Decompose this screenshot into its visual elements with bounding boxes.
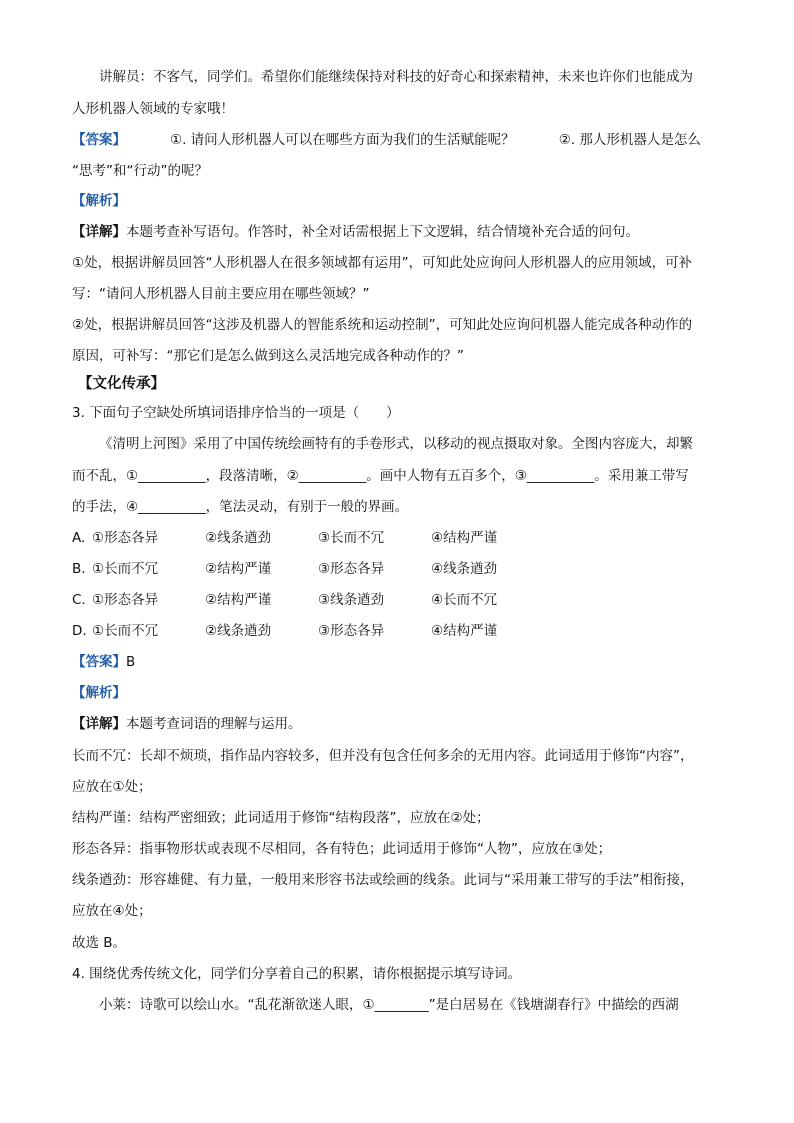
option-a (72, 528, 732, 548)
detail-text: 本题考查补写语句。作答时，补全对话需根据上下文逻辑，结合情境补充合适的问句。 (126, 224, 639, 240)
explanation-line: ②处，根据讲解员回答“这涉及机器人的智能系统和运动控制”，可知此处应询问机器人能完成各种动作的 (72, 317, 693, 333)
explanation-line: 长而不冗：长却不烦琐，指作品内容较多，但并没有包含任何多余的无用内容。此词适用于修饰“内容”， (72, 748, 694, 764)
option-d (72, 621, 732, 641)
explanation-line: 写：“请问人形机器人目前主要应用在哪些领域？” (72, 286, 370, 302)
option-item: ①形态各异 (92, 530, 159, 546)
option-item: ③长而不冗 (318, 530, 385, 546)
answer-tag: 【答案】 (72, 654, 126, 670)
option-item: ④长而不冗 (431, 592, 498, 608)
question-stem: 3. 下面句子空缺处所填词语排序恰当的一项是（ ） (72, 405, 400, 421)
answer-part-2: ②. 那人形机器人是怎么 (558, 132, 701, 148)
passage-line: 《清明上河图》采用了中国传统绘画特有的手卷形式，以移动的视点摄取对象。全图内容庞大，却繁 (99, 436, 693, 452)
option-item: ④线条遒劲 (431, 561, 498, 577)
option-item: ①形态各异 (92, 592, 159, 608)
explanation-line: 原因，可补写：“那它们是怎么做到这么灵活地完成各种动作的？” (72, 348, 464, 364)
option-item: ①长而不冗 (92, 623, 159, 639)
question-stem: 4. 围绕优秀传统文化，同学们分享着自己的积累，请你根据提示填写诗词。 (72, 966, 522, 982)
detail-row (72, 714, 732, 734)
option-item: ④结构严谨 (431, 623, 498, 639)
option-item: ②结构严谨 (205, 592, 272, 608)
option-label: C. (72, 592, 86, 608)
detail-text: 本题考查词语的理解与运用。 (126, 716, 302, 732)
explanation-line: 结构严谨：结构严密细致；此词适用于修饰“结构段落”，应放在②处； (72, 810, 490, 826)
conclusion: 故选 B。 (72, 935, 127, 951)
explanation-line: 线条遒劲：形容雄健、有力量，一般用来形容书法或绘画的线条。此词与“采用兼工带写的手法”相衔接， (72, 872, 694, 888)
option-c (72, 590, 732, 610)
analysis-tag: 【解析】 (72, 193, 126, 209)
explanation-line: 形态各异：指事物形状或表现不尽相同，各有特色；此词适用于修饰“人物”，应放在③处； (72, 841, 612, 857)
option-label: A. (72, 530, 86, 546)
guide-speech-line: 人形机器人领域的专家哦！ (72, 101, 234, 117)
option-item: ③形态各异 (318, 561, 385, 577)
explanation-line: 应放在④处； (72, 903, 152, 919)
option-item: ②线条遒劲 (205, 623, 272, 639)
section-heading: 【文化传承】 (78, 376, 165, 392)
option-item: ②结构严谨 (205, 561, 272, 577)
option-label: D. (72, 623, 87, 639)
option-b (72, 559, 732, 579)
answer-part-1: ①. 请问人形机器人可以在哪些方面为我们的生活赋能呢？ (170, 132, 515, 148)
answer-value: B (126, 654, 136, 670)
option-item: ②线条遒劲 (205, 530, 272, 546)
option-item: ④结构严谨 (431, 530, 498, 546)
option-item: ①长而不冗 (92, 561, 159, 577)
option-label: B. (72, 561, 86, 577)
option-item: ③形态各异 (318, 623, 385, 639)
passage-line: 小莱：诗歌可以绘山水。“乱花渐欲迷人眼，①________”是白居易在《钱塘湖春行》中描绘的西湖 (99, 997, 679, 1013)
option-item: ③线条遒劲 (318, 592, 385, 608)
detail-row (72, 222, 732, 242)
passage-line: 而不乱，①__________，段落清晰，②__________。画中人物有五百多个，③__________。采用兼工带写 (72, 468, 689, 484)
answer-row (72, 130, 732, 150)
answer-line: “思考”和“行动”的呢？ (72, 163, 208, 179)
explanation-line: 应放在①处； (72, 779, 152, 795)
guide-speech-line: 讲解员：不客气，同学们。希望你们能继续保持对科技的好奇心和探索精神，未来也许你们也能成为 (99, 69, 693, 85)
detail-tag: 【详解】 (72, 716, 126, 732)
detail-tag: 【详解】 (72, 224, 126, 240)
analysis-tag: 【解析】 (72, 685, 126, 701)
answer-tag: 【答案】 (72, 132, 126, 148)
explanation-line: ①处，根据讲解员回答“人形机器人在很多领域都有运用”，可知此处应询问人形机器人的应用领域，可补 (72, 255, 693, 271)
passage-line: 的手法，④__________，笔法灵动，有别于一般的界画。 (72, 499, 409, 515)
answer-row (72, 652, 732, 672)
